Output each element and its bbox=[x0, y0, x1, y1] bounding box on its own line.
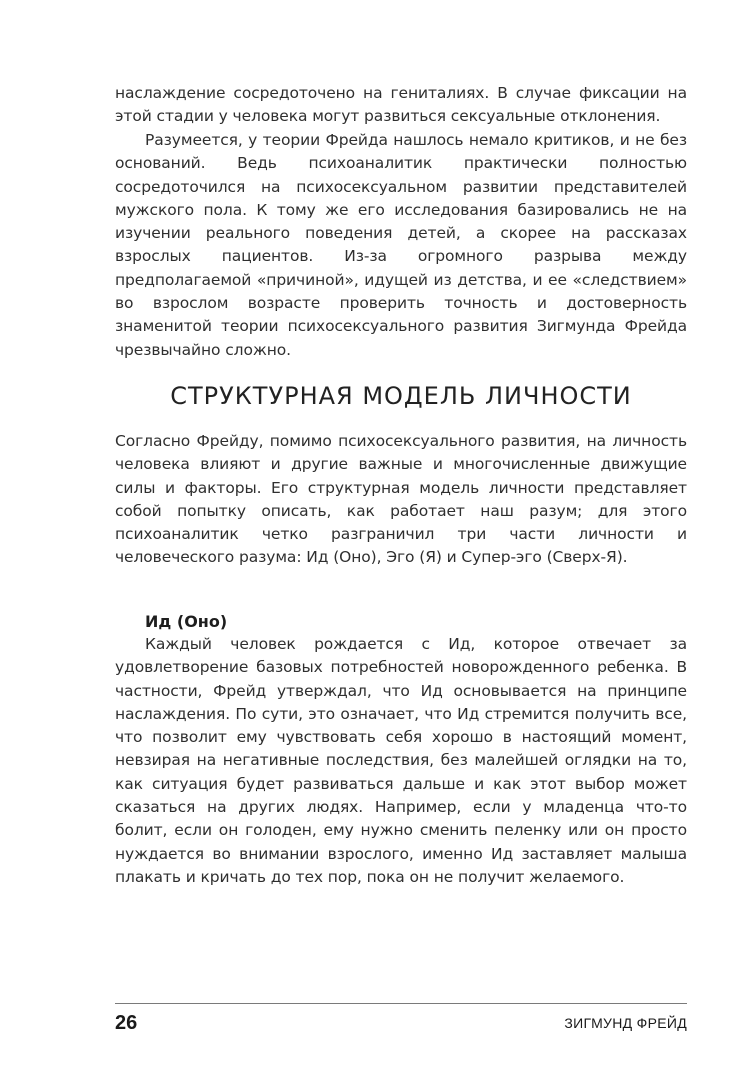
subsection-heading: Ид (Оно) bbox=[145, 612, 228, 631]
page-number: 26 bbox=[115, 1012, 138, 1034]
paragraph-continuation: наслаждение сосредоточено на гениталиях. В случае фиксации на этой стадии у человека могут развиться сексуальные отклонения. bbox=[115, 84, 687, 126]
paragraph-structural-model: Согласно Фрейду, помимо психосексуального развития, на личность человека влияют и другие важные и многочисленные движущие силы и факторы. Его структурная модель личности представляет собой попытку описать, как работает наш разум; для этого психоаналитик четко разграничил три части личности и человеческого разума: Ид (Оно), Эго (Я) и Супер-эго (Сверх-Я). bbox=[115, 432, 687, 567]
paragraph-id: Каждый человек рождается с Ид, которое отвечает за удовлетворение базовых потребностей новорожденного ребенка. В частности, Фрейд утверждал, что Ид основывается на принципе наслаждения. По сути, это означает, что Ид стремится получить все, что позволит ему чувствовать себя хорошо в настоящий момент, невзирая на негативные последствия, без малейшей оглядки на то, как ситуация будет развиваться дальше и как этот выбор может сказаться на других людях. Например, если у младенца что-то болит, если он голоден, ему нужно сменить пеленку или он просто нуждается во внимании взрослого, именно Ид заставляет малыша плакать и кричать до тех пор, пока он не получит желаемого. bbox=[115, 635, 687, 886]
section-heading: СТРУКТУРНАЯ МОДЕЛЬ ЛИЧНОСТИ bbox=[170, 382, 632, 410]
paragraph-criticism: Разумеется, у теории Фрейда нашлось немало критиков, и не без оснований. Ведь психоаналитик практически полностью сосредоточился на психосексуальном развитии представителей мужского пола. К тому же его исследования базировались не на изучении реального поведения детей, а скорее на рассказах взрослых пациентов. Из-за огромного разрыва между предполагаемой «причиной», идущей из детства, и ее «следствием» во взрослом возрасте проверить точность и достоверность знаменитой теории психосексуального развития Зигмунда Фрейда чрезвычайно сложно. bbox=[115, 131, 687, 359]
footer-divider bbox=[115, 1003, 687, 1004]
running-title: ЗИГМУНД ФРЕЙД bbox=[564, 1015, 687, 1031]
